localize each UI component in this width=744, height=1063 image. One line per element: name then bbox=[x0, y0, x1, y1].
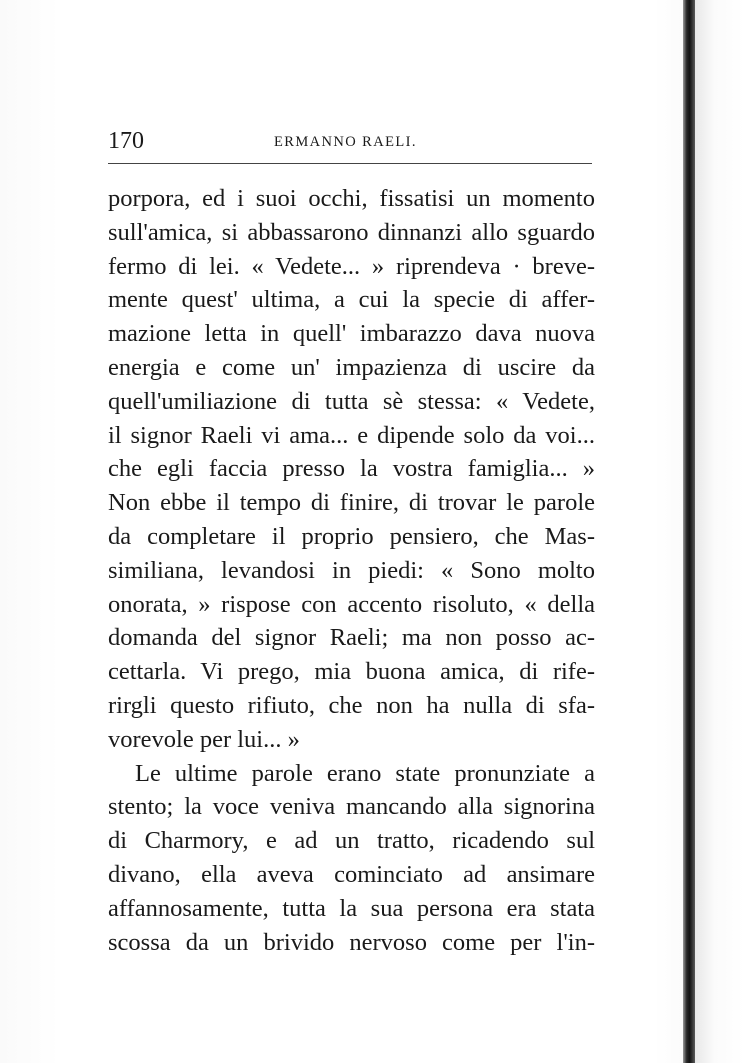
text-line: quell'umiliazione di tutta sè stessa: « Vedete, bbox=[108, 387, 595, 415]
page-number: 170 bbox=[108, 128, 144, 154]
body-text bbox=[108, 182, 595, 959]
text-line-paragraph-start: Le ultime parole erano state pronunziate a bbox=[135, 759, 595, 787]
text-line: cettarla. Vi prego, mia buona amica, di rife- bbox=[108, 658, 595, 686]
text-line: di Charmory, e ad un tratto, ricadendo sul bbox=[108, 827, 595, 855]
running-title: ERMANNO RAELI. bbox=[274, 134, 417, 150]
text-line: porpora, ed i suoi occhi, fissatisi un momento bbox=[108, 185, 595, 212]
text-line: energia e come un' impazienza di uscire da bbox=[108, 353, 595, 381]
header-rule bbox=[108, 163, 592, 164]
text-line: rirgli questo rifiuto, che non ha nulla di sfa- bbox=[108, 691, 595, 719]
text-line: divano, ella aveva cominciato ad ansimare bbox=[108, 860, 595, 888]
text-line: sull'amica, si abbassarono dinnanzi allo sguardo bbox=[108, 218, 595, 246]
text-line: vorevole per lui... » bbox=[108, 725, 300, 753]
page-edge bbox=[695, 0, 744, 1063]
text-line: mente quest' ultima, a cui la specie di affer- bbox=[108, 286, 595, 314]
text-line: fermo di lei. « Vedete... » riprendeva · breve- bbox=[108, 252, 595, 280]
text-line: similiana, levandosi in piedi: « Sono molto bbox=[108, 556, 595, 584]
page-header bbox=[108, 124, 594, 160]
text-line: affannosamente, tutta la sua persona era stata bbox=[108, 894, 595, 922]
text-line: stento; la voce veniva mancando alla signorina bbox=[108, 793, 595, 821]
text-line: onorata, » rispose con accento risoluto, « della bbox=[108, 590, 595, 618]
text-line: Non ebbe il tempo di finire, di trovar le parole bbox=[108, 489, 595, 517]
book-spine-shadow bbox=[683, 0, 695, 1063]
text-line: da completare il proprio pensiero, che Mas- bbox=[108, 522, 595, 550]
text-line: mazione letta in quell' imbarazzo dava nuova bbox=[108, 320, 595, 348]
text-line: domanda del signor Raeli; ma non posso ac- bbox=[108, 624, 595, 652]
text-line: che egli faccia presso la vostra famiglia... » bbox=[108, 455, 595, 483]
text-line: il signor Raeli vi ama... e dipende solo da voi... bbox=[108, 421, 595, 449]
text-line: scossa da un brivido nervoso come per l'in- bbox=[108, 928, 595, 956]
